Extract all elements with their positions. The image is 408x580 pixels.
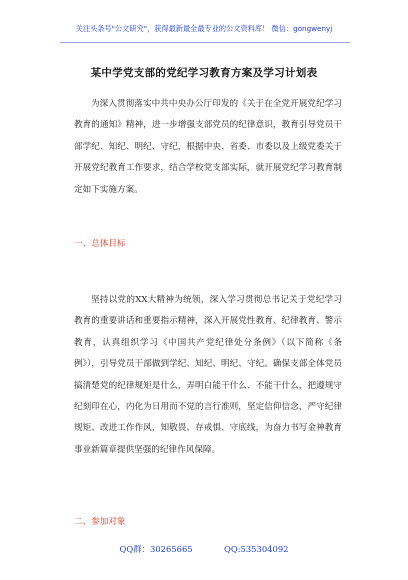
section-paragraph-overall-goal: 坚持以党的XX大精神为统领，深入学习贯彻总书记关于党纪学习教育的重要讲话和重要指示精神，深入开展党性教育、纪律教育、警示教育，认真组织学习《中国共产党纪律处分条例》（以下简称《条例》），引导党员干部做到学纪、知纪、明纪、守纪。确保支部全体党员搞清楚党的纪律规矩是什么，弄明白能干什么、不能干什么，把遵规守纪刻印在心，内化为日用而不觉的言行准则，坚定信仰信念，严守纪律规矩、改进工作作风，知敬畏、存戒惧、守底线，为奋力书写金神教育事业新篇章提供坚强的纪律作风保障。 — [74, 295, 342, 455]
footer-contact — [0, 543, 408, 555]
document-title: 某中学党支部的党纪学习教育方案及学习计划表 — [90, 67, 318, 79]
section-heading-overall-goal: 一、总体目标 — [74, 239, 126, 249]
footer-qq: QQ:535304092 — [223, 544, 289, 554]
footer-qq-group: QQ群：30265665 — [119, 544, 193, 554]
header-divider — [60, 42, 350, 43]
header-banner: 关注头条号"公文研究"，获得最新最全最专业的公文资料库！ 微信：gongwenyj — [75, 24, 333, 33]
section-heading-participants: 二、参加对象 — [74, 517, 126, 527]
intro-paragraph: 为深入贯彻落实中共中央办公厅印发的《关于在全党开展党纪学习教育的通知》精神，进一步增强支部党员的纪律意识，教育引导党员干部学纪、知纪、明纪、守纪，根据中央、省委、市委以及上级党委关于开展党纪教育工作要求，结合学校党支部实际，就开展党纪学习教育制定如下实施方案。 — [74, 99, 342, 195]
